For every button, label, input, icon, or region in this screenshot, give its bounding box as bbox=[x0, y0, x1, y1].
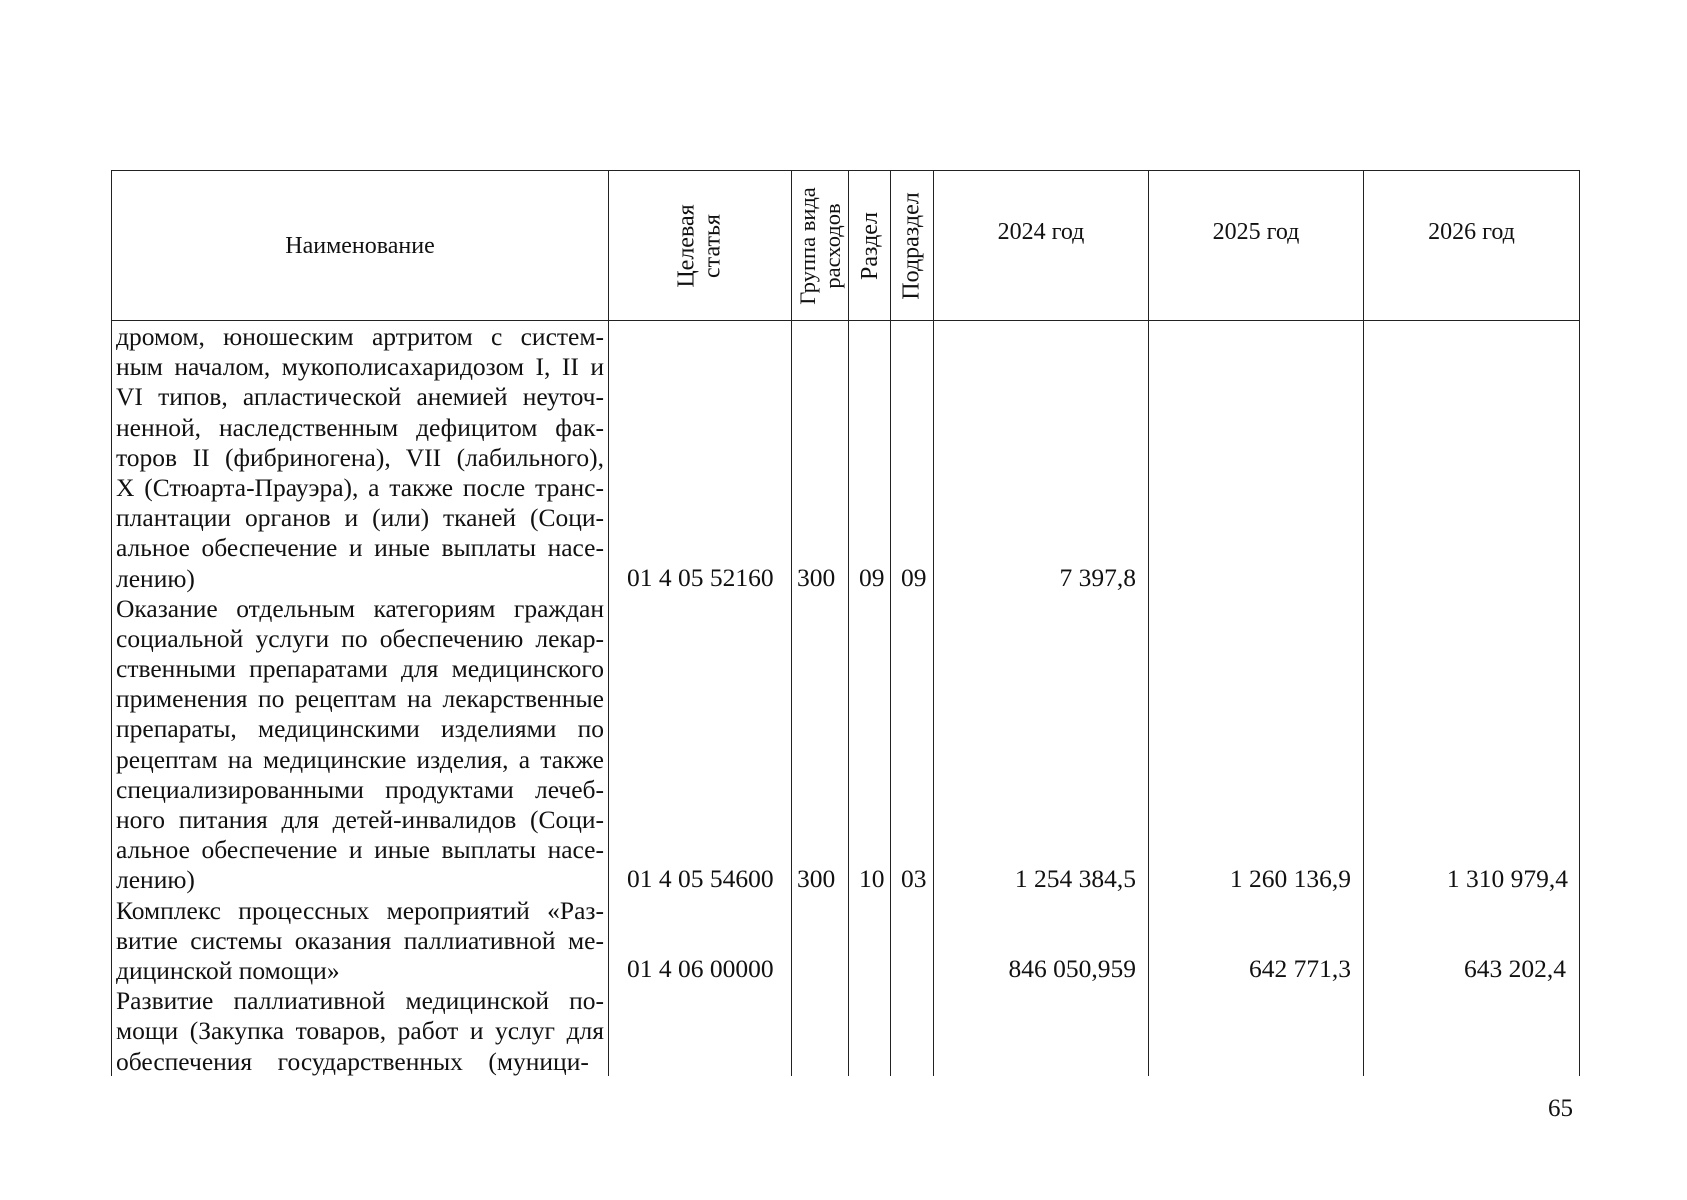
header-section bbox=[849, 172, 890, 320]
name-line: дицинской помощи» bbox=[116, 955, 340, 985]
name-column-text bbox=[116, 322, 604, 1077]
header-bottom-border bbox=[111, 320, 1580, 321]
name-line: X (Стюарта-Прауэра), а также после транс- bbox=[116, 472, 604, 502]
header-year-2026: 2026 год bbox=[1428, 219, 1515, 245]
name-line: дромом, юношеским артритом с систем- bbox=[116, 322, 604, 351]
cell-section: 10 bbox=[859, 864, 885, 893]
name-line: рецептам на медицинские изделия, а также bbox=[116, 744, 604, 774]
cell-2026: 1 310 979,4 bbox=[1446, 864, 1568, 893]
name-line: торов II (фибриногена), VII (лабильного), bbox=[116, 442, 604, 472]
name-line: Комплекс процессных мероприятий «Раз- bbox=[116, 895, 604, 925]
name-line: ненной, наследственным дефицитом фак- bbox=[116, 412, 604, 442]
name-line: альное обеспечение и иные выплаты насе- bbox=[116, 533, 604, 563]
name-line: Развитие паллиативной медицинской по- bbox=[116, 986, 604, 1016]
header-year-2024: 2024 год bbox=[997, 219, 1085, 245]
cell-target-article: 01 4 05 52160 bbox=[627, 563, 774, 592]
page-number: 65 bbox=[1548, 1095, 1573, 1122]
header-target-article-label: Целевая статья bbox=[673, 204, 726, 288]
name-line: лению) bbox=[116, 865, 195, 895]
header-name: Наименование bbox=[285, 232, 435, 259]
col-border bbox=[1579, 170, 1580, 1076]
cell-2024: 1 254 384,5 bbox=[1014, 864, 1136, 893]
name-line: специализированными продуктами лечеб- bbox=[116, 774, 604, 804]
name-line: ного питания для детей-инвалидов (Соци- bbox=[116, 805, 604, 834]
name-line: ным началом, мукополисахаридозом I, II и bbox=[116, 352, 604, 382]
header-target-article bbox=[609, 172, 791, 320]
header-subsection-label: Подраздел bbox=[899, 192, 926, 300]
cell-target-article: 01 4 05 54600 bbox=[627, 864, 774, 893]
header-expense-group-label: Группа вида расходов bbox=[795, 187, 845, 305]
header-year-2025: 2025 год bbox=[1212, 219, 1300, 245]
name-line: лению) bbox=[116, 563, 195, 593]
cell-section: 09 bbox=[859, 563, 885, 592]
name-line: обеспечения государственных (муници- bbox=[116, 1046, 589, 1076]
name-line: альное обеспечение и иные выплаты насе- bbox=[116, 835, 604, 865]
cell-subsection: 03 bbox=[901, 864, 927, 893]
cell-2025: 642 771,3 bbox=[1249, 954, 1351, 983]
name-line: препараты, медицинскими изделиями по bbox=[116, 714, 604, 744]
header-expense-group bbox=[792, 172, 848, 320]
cell-expense-group: 300 bbox=[797, 563, 836, 592]
name-line: VI типов, апластической анемией неуточ- bbox=[116, 382, 604, 412]
cell-target-article: 01 4 06 00000 bbox=[627, 954, 774, 983]
cell-2024: 7 397,8 bbox=[1059, 563, 1136, 592]
cell-2024: 846 050,959 bbox=[1008, 954, 1136, 983]
name-line: социальной услуги по обеспечению лекар- bbox=[116, 623, 604, 653]
cell-2025: 1 260 136,9 bbox=[1229, 864, 1351, 893]
cell-subsection: 09 bbox=[901, 563, 927, 592]
name-line: ственными препаратами для медицинского bbox=[116, 654, 604, 684]
header-section-label: Раздел bbox=[856, 212, 883, 280]
name-line: плантации органов и (или) тканей (Соци- bbox=[116, 503, 604, 533]
name-line: применения по рецептам на лекарственные bbox=[116, 684, 604, 714]
name-line: Оказание отдельным категориям граждан bbox=[116, 593, 604, 623]
header-subsection bbox=[891, 172, 933, 320]
table-top-border bbox=[111, 170, 1580, 171]
name-line: мощи (Закупка товаров, работ и услуг для bbox=[116, 1016, 604, 1046]
name-line: витие системы оказания паллиативной ме- bbox=[116, 925, 604, 955]
cell-expense-group: 300 bbox=[797, 864, 836, 893]
cell-2026: 643 202,4 bbox=[1464, 954, 1566, 983]
